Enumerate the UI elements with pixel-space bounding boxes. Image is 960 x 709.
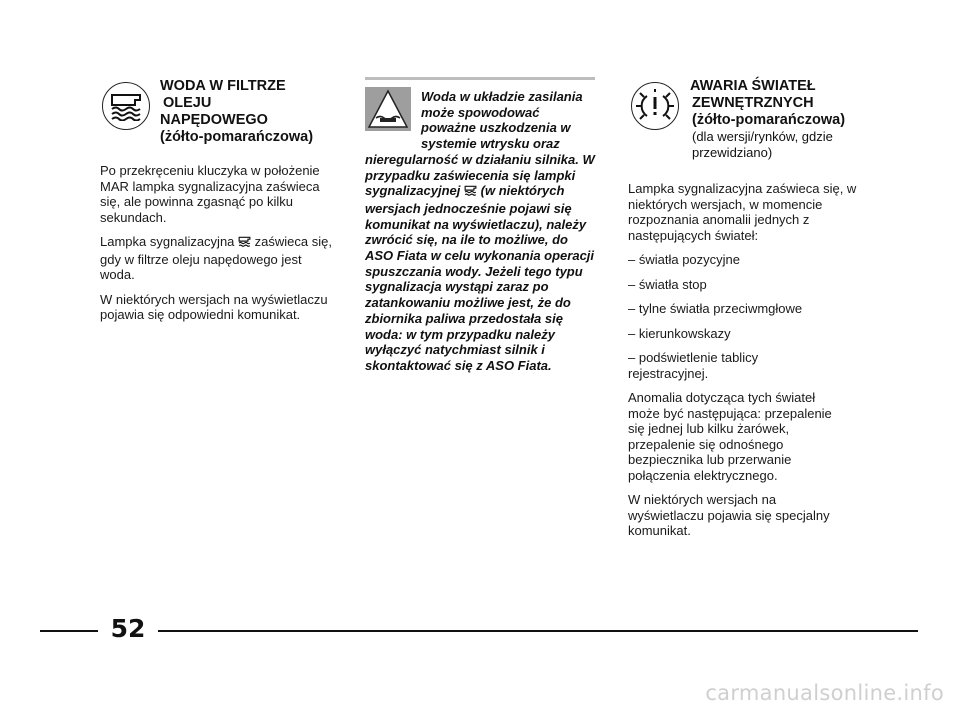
footer-rule-right (158, 630, 918, 632)
heading-line: NAPĘDOWEGO (160, 112, 268, 128)
list-item: – kierunkowskazy (628, 325, 731, 341)
paragraph: Lampka sygnalizacyjna zaświeca się, w niektórych wersjach, w momencie rozpoznania anomalii jednych z następujących świateł: (628, 181, 857, 243)
heading-line: AWARIA ŚWIATEŁ (690, 78, 816, 94)
paragraph (100, 234, 338, 283)
heading-line: OLEJU (163, 95, 212, 111)
text: Lampka sygnalizacyjna (100, 234, 235, 249)
warning-triangle-icon (365, 87, 411, 131)
paragraph: W niektórych wersjach na wyświetlaczu pojawia się odpowiedni komunikat. (100, 291, 328, 322)
list-item: – światła pozycyjne (628, 252, 740, 267)
water-in-diesel-filter-icon (464, 184, 477, 201)
list-item: – światła stop (628, 276, 707, 292)
lights-failure-heading (690, 78, 845, 161)
heading-line: (żółto-pomarańczowa) (692, 112, 846, 128)
paragraph: Po przekręceniu kluczyka w położenie MAR lampka sygnalizacyjna zaświeca się, ale powinna zgasnąć po kilku sekundach. (100, 163, 320, 225)
lights-failure-body (628, 181, 868, 548)
page-number: 52 (110, 614, 146, 643)
list-item: – tylne światła przeciwmgłowe (628, 301, 803, 316)
heading-line: ZEWNĘTRZNYCH (692, 95, 814, 111)
text: zaświeca się, gdy w filtrze oleju napędowego jest woda. (100, 234, 332, 282)
heading-line: WODA W FILTRZE (160, 78, 286, 94)
water-in-diesel-filter-icon (238, 235, 251, 252)
warning-box (365, 77, 595, 374)
water-in-diesel-filter-icon (102, 82, 150, 130)
heading-subline: (dla wersji/rynków, gdzie (692, 129, 833, 144)
exterior-lights-failure-icon (631, 82, 679, 130)
list-item: – podświetlenie tablicy rejestracyjnej. (628, 350, 759, 381)
paragraph: Anomalia dotycząca tych świateł może być następująca: przepalenie się jednej lub kilku żarówek, przepalenie się odnośnego bezpiecznika lub przerwanie połączenia elektrycznego. (628, 390, 832, 483)
water-filter-body (100, 163, 338, 332)
watermark: carmanualsonline.info (705, 681, 944, 705)
text: Woda w układzie zasilania może spowodować poważne uszkodzenia w systemie wtrysku oraz nieregularność w działaniu silnika. W przypadku zaświecenia się lampki sygnalizacyjnej (365, 89, 595, 199)
heading-line: (żółto-pomarańczowa) (160, 129, 314, 145)
footer-rule-left (40, 630, 98, 632)
text: (w niektórych wersjach jednocześnie pojawi się komunikat na wyświetlaczu), należy zwrócić się, na ile to możliwe, do ASO Fiata w celu wykonania operacji spuszczania wody. Jeżeli tego typu sygnalizacja wystąpi zaraz po zatankowaniu możliwe jest, że do zbiornika paliwa przedostała się woda: w tym przypadku należy wyłączyć natychmiast silnik i skontaktować się z ASO Fiata. (365, 183, 595, 373)
water-filter-heading (160, 78, 313, 146)
heading-subline: przewidziano) (692, 145, 773, 160)
paragraph: W niektórych wersjach na wyświetlaczu pojawia się specjalny komunikat. (628, 492, 830, 538)
